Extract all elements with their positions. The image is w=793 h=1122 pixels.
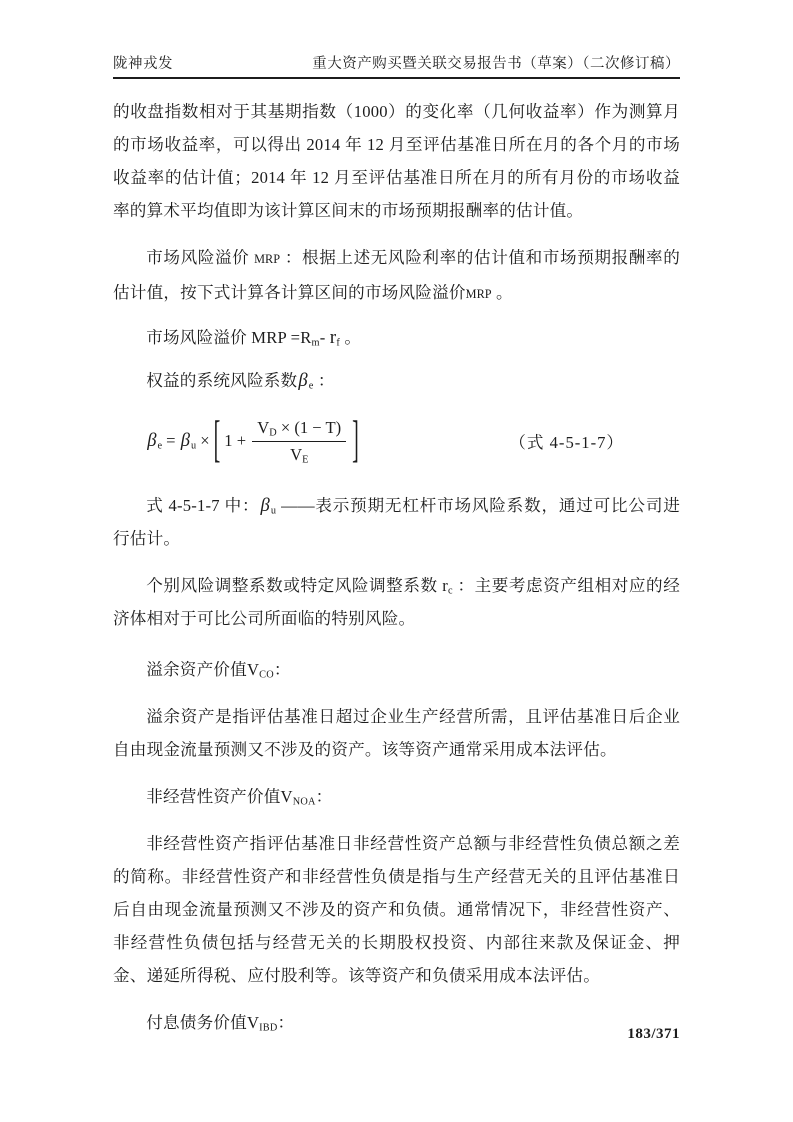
paragraph-mrp-intro: 市场风险溢价 MRP ：根据上述无风险利率的估计值和市场预期报酬率的估计值，按下式计算各计算区间的市场风险溢价MRP 。 [113, 248, 680, 302]
fraction-numerator: $V_D \times (1 - T)$ [252, 418, 346, 442]
left-bracket: [ [213, 411, 221, 468]
formula-mrp: 市场风险溢价 MRP $=R_m-$ $r_f$ 。 [146, 327, 362, 349]
header-company-name: 陇神戎发 [113, 56, 173, 72]
paragraph-formula-note: 式 4-5-1-7 中：$\beta_u$ ——表示预期无杠杆市场风险系数，通过可比公司进行估计。 [113, 495, 681, 548]
paragraph-market-return: 的收盘指数相对于其基期指数（1000）的变化率（几何收益率）作为测算月的市场收益率，可以得出 2014 年 12 月至评估基准日所在月的各个月的市场收益率的估计值；2014 年 12 月至评估基准日所在月的所有月份的市场收益率的算术平均值即为该计算区间末的市场预期报酬率的估计值。 [113, 102, 680, 220]
paragraph-beta-intro: 权益的系统风险系数$\beta_e$ ： [146, 370, 335, 392]
formula-beta-expression [146, 411, 363, 468]
equation-number: （式 4-5-1-7） [509, 433, 624, 452]
paragraph-surplus-asset-title: 溢余资产价值$V_{CO}$： [146, 660, 291, 681]
formula-4-5-1-7 [113, 407, 680, 475]
paragraph-ibd-title: 付息债务价值$V_{IBD}$： [146, 1013, 295, 1034]
page-header [113, 52, 680, 79]
formula-beta-one-plus: 1 + [224, 431, 247, 450]
page-number: 183/371 [627, 1026, 680, 1042]
paragraph-noa-body: 非经营性资产指评估基准日非经营性资产总额与非经营性负债总额之差的简称。非经营性资产和非经营性负债是指与生产经营无关的且评估基准日后自由现金流量预测又不涉及的资产和负债。通常情况下，非经营性资产、非经营性负债包括与经营无关的长期股权投资、内部往来款及保证金、押金、递延所得税、应付股利等。该等资产和负债采用成本法评估。 [113, 834, 680, 985]
right-bracket: ] [352, 411, 359, 468]
formula-beta-lhs: $\beta_e = \beta_u$ × [147, 430, 210, 452]
page-content [113, 95, 680, 1039]
formula-beta-fraction [252, 418, 346, 465]
fraction-denominator: $V_E$ [290, 444, 309, 466]
header-report-title: 重大资产购买暨关联交易报告书（草案）（二次修订稿） [312, 56, 680, 72]
paragraph-specific-risk: 个别风险调整系数或特定风险调整系数 $r_c$ ：主要考虑资产组相对应的经济体相对于可比公司所面临的特别风险。 [113, 576, 680, 628]
paragraph-surplus-asset-body: 溢余资产是指评估基准日超过企业生产经营所需，且评估基准日后企业自由现金流量预测又不涉及的资产。该等资产通常采用成本法评估。 [113, 707, 680, 759]
paragraph-noa-title: 非经营性资产价值$V_{NOA}$： [146, 787, 333, 808]
